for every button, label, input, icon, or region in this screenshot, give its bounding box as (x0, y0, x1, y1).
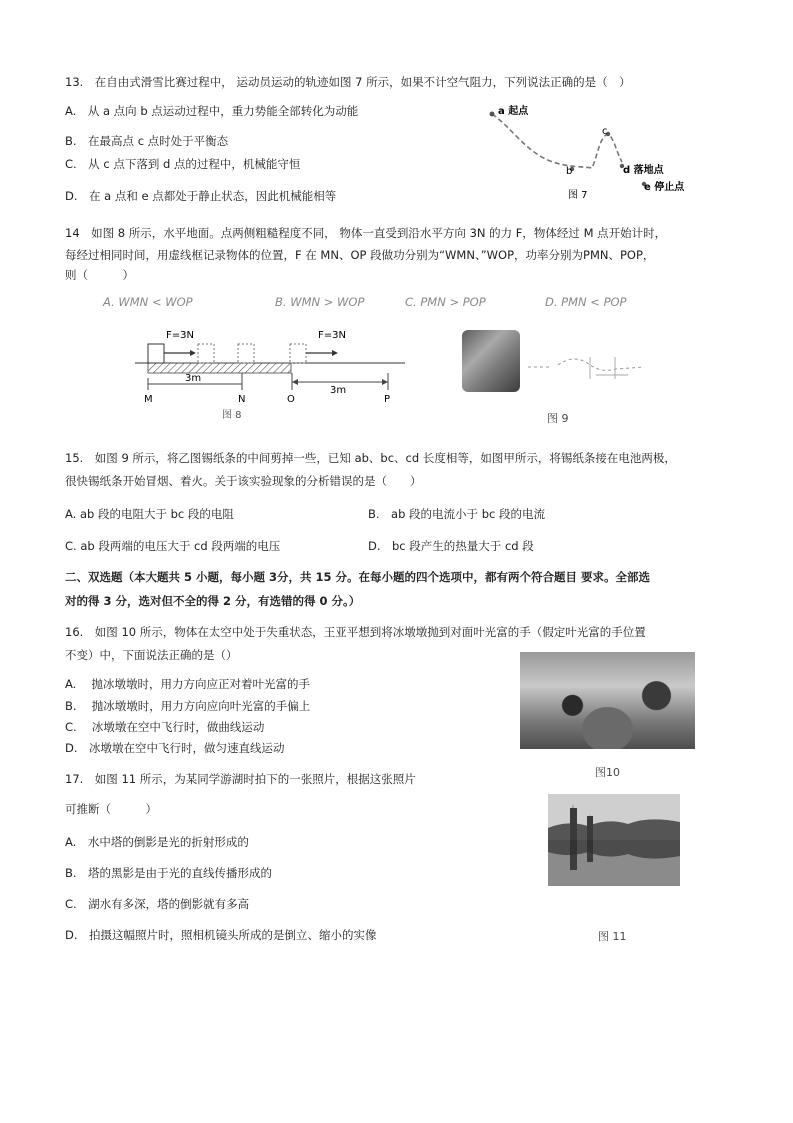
fig8-point-m: M (144, 394, 153, 405)
q17-option-a: A. 水中塔的倒影是光的折射形成的 (65, 835, 249, 849)
q13-option-b: B. 在最高点 c 点时处于平衡态 (65, 134, 229, 148)
q15-option-b: B. ab 段的电流小于 bc 段的电流 (368, 507, 545, 521)
q14-stem-line2: 每经过相同时间，用虚线框记录物体的位置，F 在 MN、OP 段做功分别为“WMN、”WOP，功率分别为PMN、POP， (65, 248, 655, 262)
figure-11-photo (548, 794, 680, 886)
fig11-caption: 图 11 (598, 930, 627, 943)
q17-option-d: D. 拍摄这幅照片时，照相机镜头所成的是倒立、缩小的实像 (65, 928, 377, 942)
q14-option-c: C. PMN > POP (405, 295, 486, 309)
q15-stem-line2: 很快锡纸条开始冒烟、着火。关于该实验现象的分析错误的是（ ） (65, 474, 422, 488)
fig7-label-b: b (566, 166, 573, 177)
q15-option-a: A. ab 段的电阻大于 bc 段的电阻 (65, 507, 234, 521)
q13-option-a: A. 从 a 点向 b 点运动过程中，重力势能全部转化为动能 (65, 104, 359, 118)
q15-option-c: C. ab 段两端的电压大于 cd 段两端的电压 (65, 539, 281, 553)
q13-stem: 13. 在自由式滑雪比赛过程中， 运动员运动的轨迹如图 7 所示，如果不计空气阻力，下列说法正确的是（ ） (65, 75, 631, 89)
fig8-force-right: F=3N (318, 330, 346, 341)
q13-option-c: C. 从 c 点下落到 d 点的过程中，机械能守恒 (65, 157, 301, 171)
fig10-caption: 图10 (595, 766, 620, 779)
fig7-caption: 图 7 (568, 190, 588, 201)
fig8-point-p: P (384, 394, 391, 405)
fig7-label-d: d 落地点 (623, 165, 664, 176)
q16-option-c: C. 冰墩墩在空中飞行时，做曲线运动 (65, 720, 265, 734)
figure-7-trajectory (480, 96, 710, 206)
fig8-point-n: N (238, 394, 246, 405)
q14-stem-line1: 14 如图 8 所示，水平地面。点两侧粗糙程度不同， 物体一直受到沿水平方向 3N 的力 F，物体经过 M 点开始计时， (65, 226, 667, 240)
fig8-point-o: O (287, 394, 295, 405)
q17-option-c: C. 湖水有多深，塔的倒影就有多高 (65, 897, 250, 911)
fig8-caption: 图 8 (222, 410, 242, 421)
q17-stem-line1: 17. 如图 11 所示，为某同学游湖时拍下的一张照片，根据这张照片 (65, 772, 416, 786)
q16-stem-line2: 不变）中，下面说法正确的是（） (65, 648, 238, 662)
figure-9-strip (520, 345, 650, 395)
q17-stem-line2: 可推断（ ） (65, 802, 157, 816)
q15-option-d: D. bc 段产生的热量大于 cd 段 (368, 539, 534, 553)
fig9-caption: 图 9 (547, 412, 569, 425)
q15-stem-line1: 15. 如图 9 所示，将乙图锡纸条的中间剪掉一些，已知 ab、bc、cd 长度相等，如图甲所示，将锡纸条接在电池两极， (65, 451, 676, 465)
q14-stem-line3: 则（ ） (65, 268, 134, 282)
fig7-label-e: e 停止点 (644, 182, 685, 193)
q13-option-d: D. 在 a 点和 e 点都处于静止状态，因此机械能相等 (65, 189, 337, 203)
section2-heading-line2: 对的得 3 分，选对但不全的得 2 分，有选错的得 0 分。） (65, 594, 361, 608)
fig7-label-c: c (602, 126, 608, 137)
q14-option-a: A. WMN < WOP (103, 295, 193, 309)
fig7-label-a: a 起点 (498, 106, 529, 117)
figure-8-diagram (130, 318, 420, 423)
q14-option-b: B. WMN > WOP (275, 295, 365, 309)
fig8-dist-left: 3m (185, 373, 202, 384)
fig8-dist-right: 3m (330, 385, 347, 396)
q16-stem-line1: 16. 如图 10 所示，物体在太空中处于失重状态，王亚平想到将冰墩墩抛到对面叶光富的手（假定叶光富的手位置 (65, 625, 646, 639)
figure-9-photo (462, 330, 520, 392)
fig8-force-left: F=3N (166, 330, 194, 341)
q17-option-b: B. 塔的黑影是由于光的直线传播形成的 (65, 866, 273, 880)
q16-option-d: D. 冰墩墩在空中飞行时，做匀速直线运动 (65, 741, 285, 755)
section2-heading-line1: 二、双选题（本大题共 5 小题，每小题 3分，共 15 分。在每小题的四个选项中，都有两个符合题目 要求。全部选 (65, 570, 651, 584)
q16-option-a: A. 抛冰墩墩时，用力方向应正对着叶光富的手 (65, 677, 310, 691)
q16-option-b: B. 抛冰墩墩时，用力方向应向叶光富的手偏上 (65, 699, 311, 713)
figure-10-photo (520, 652, 695, 749)
q14-option-d: D. PMN < POP (545, 295, 627, 309)
